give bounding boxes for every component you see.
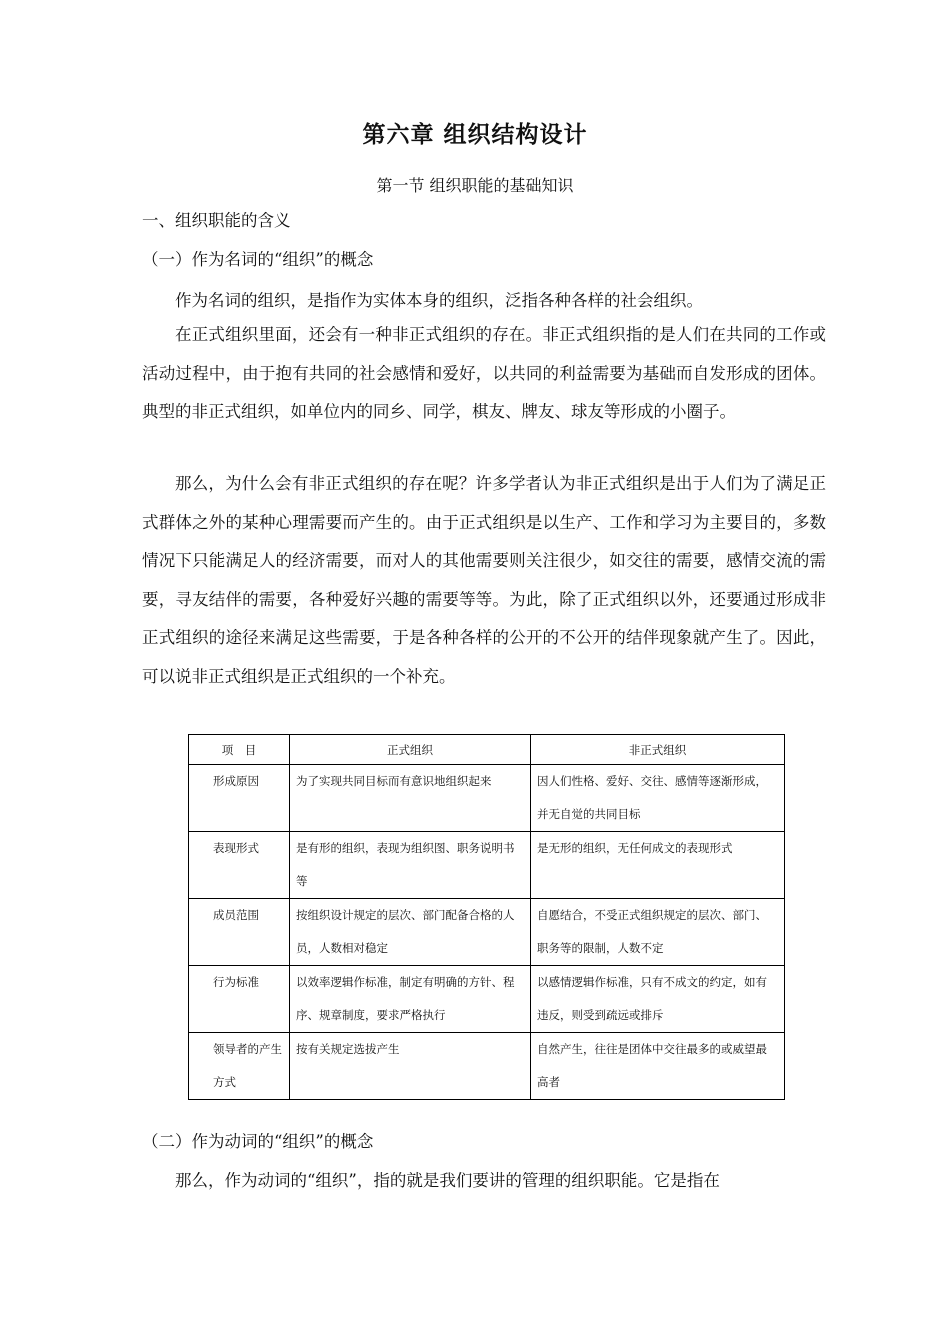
table-cell-formal: 按有关规定选拔产生 [290, 1033, 531, 1100]
table-cell-informal: 自愿结合，不受正式组织规定的层次、部门、职务等的限制，人数不定 [531, 899, 785, 966]
table-cell-informal: 以感情逻辑作标准，只有不成文的约定，如有违反，则受到疏远或排斥 [531, 966, 785, 1033]
paragraph: 那么，作为动词的“组织”，指的就是我们要讲的管理的组织职能。它是指在 [175, 1171, 720, 1190]
table-cell-item: 表现形式 [189, 832, 290, 899]
table-cell-item: 成员范围 [189, 899, 290, 966]
paragraph: 作为名词的组织，是指作为实体本身的组织，泛指各种各样的社会组织。 [175, 291, 703, 310]
paragraph: 在正式组织里面，还会有一种非正式组织的存在。非正式组织指的是人们在共同的工作或活动过程中，由于抱有共同的社会感情和爱好，以共同的利益需要为基础而自发形成的团体。典型的非正式组织，如单位内的同乡、同学，棋友、牌友、球友等形成的小圈子。 [142, 325, 826, 421]
chapter-title: 第六章 组织结构设计 [362, 122, 588, 148]
heading-1-2: （二）作为动词的“组织”的概念 [142, 1132, 374, 1151]
table-cell-informal: 因人们性格、爱好、交往、感情等逐渐形成，并无自觉的共同目标 [531, 765, 785, 832]
table-row [189, 966, 785, 1033]
table-cell-formal: 以效率逻辑作标准，制定有明确的方针、程序、规章制度，要求严格执行 [290, 966, 531, 1033]
comparison-table [188, 734, 785, 1100]
table-cell-informal: 自然产生，往往是团体中交往最多的或威望最高者 [531, 1033, 785, 1100]
table-row [189, 765, 785, 832]
table-cell-formal: 为了实现共同目标而有意识地组织起来 [290, 765, 531, 832]
section-title: 第一节 组织职能的基础知识 [376, 176, 574, 195]
table-row [189, 832, 785, 899]
table-row [189, 899, 785, 966]
table-header-row [189, 735, 785, 765]
table-cell-formal: 按组织设计规定的层次、部门配备合格的人员，人数相对稳定 [290, 899, 531, 966]
table-header-cell: 非正式组织 [531, 735, 785, 765]
table-cell-item: 形成原因 [189, 765, 290, 832]
table-row [189, 1033, 785, 1100]
table-cell-formal: 是有形的组织，表现为组织图、职务说明书等 [290, 832, 531, 899]
heading-1: 一、组织职能的含义 [142, 211, 291, 230]
paragraph: 那么，为什么会有非正式组织的存在呢？许多学者认为非正式组织是出于人们为了满足正式群体之外的某种心理需要而产生的。由于正式组织是以生产、工作和学习为主要目的，多数情况下只能满足人的经济需要，而对人的其他需要则关注很少，如交往的需要，感情交流的需要，寻友结伴的需要，各种爱好兴趣的需要等等。为此，除了正式组织以外，还要通过形成非正式组织的途径来满足这些需要，于是各种各样的公开的不公开的结伴现象就产生了。因此，可以说非正式组织是正式组织的一个补充。 [142, 474, 826, 686]
table-header-cell: 项 目 [189, 735, 290, 765]
table-cell-informal: 是无形的组织，无任何成文的表现形式 [531, 832, 785, 899]
heading-1-1: （一）作为名词的“组织”的概念 [142, 250, 374, 269]
table-cell-item: 领导者的产生方式 [189, 1033, 290, 1100]
table-header-cell: 正式组织 [290, 735, 531, 765]
table-cell-item: 行为标准 [189, 966, 290, 1033]
